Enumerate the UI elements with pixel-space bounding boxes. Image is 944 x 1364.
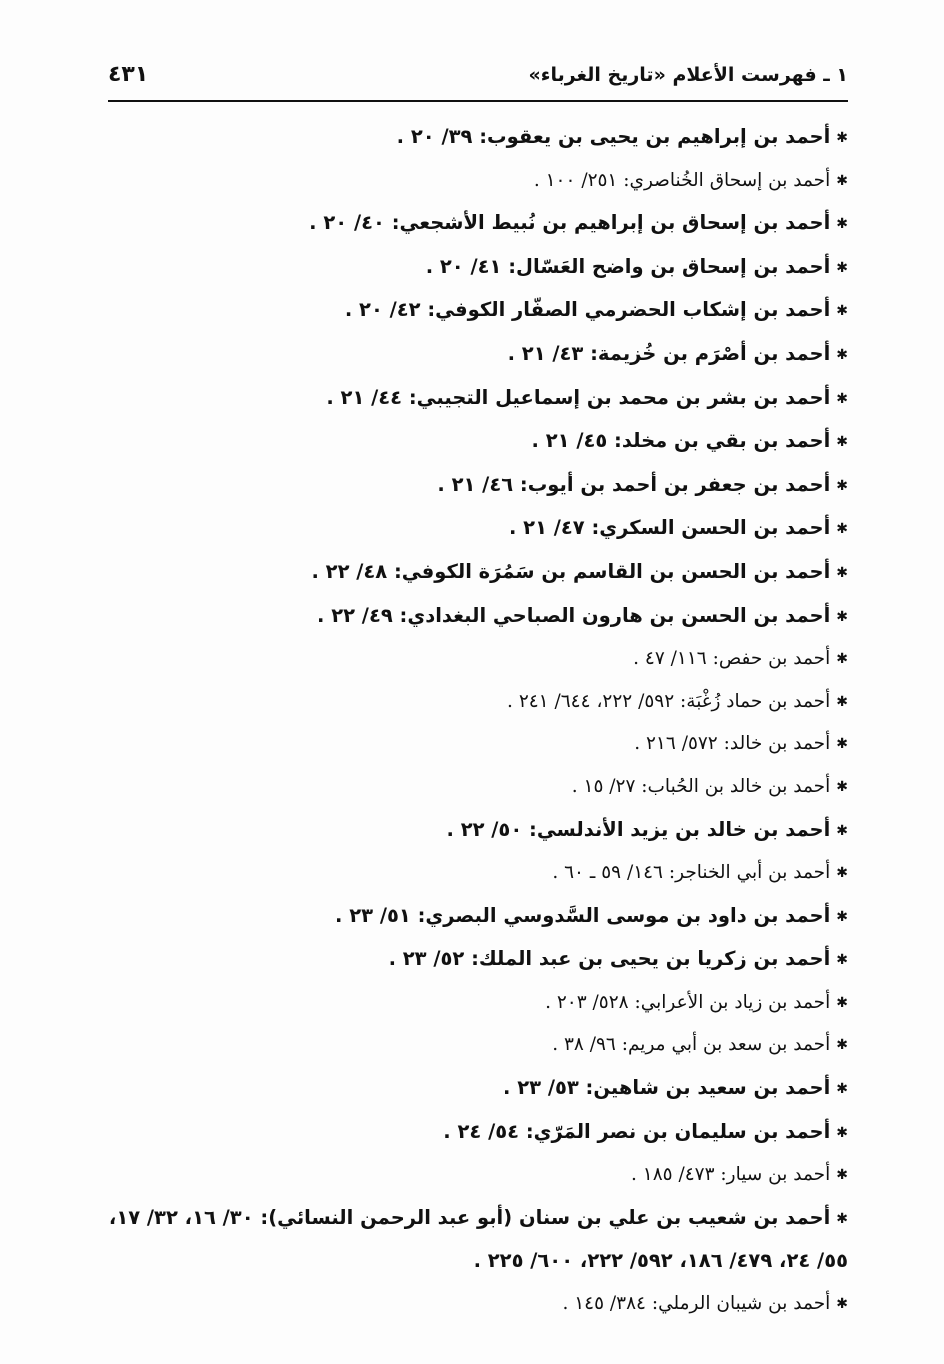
bullet-star-icon: ✱ bbox=[836, 994, 848, 1011]
index-entry-text: أحمد بن بقي بن مخلد: ٤٥/ ٢١ . bbox=[531, 429, 831, 453]
index-entry bbox=[100, 464, 848, 508]
index-entry bbox=[100, 377, 848, 421]
index-entry-text: أحمد بن إشكاب الحضرمي الصفّار الكوفي: ٤٢/ ٢٠ . bbox=[344, 298, 831, 322]
index-entry-text: أحمد بن الحسن السكري: ٤٧/ ٢١ . bbox=[508, 516, 831, 540]
index-entry bbox=[100, 681, 848, 724]
index-entry bbox=[100, 333, 848, 377]
index-entry-text: أحمد بن خالد بن يزيد الأندلسي: ٥٠/ ٢٢ . bbox=[446, 817, 831, 841]
index-entry-text: أحمد بن بشر بن محمد بن إسماعيل التجيبي: ٤٤/ ٢١ . bbox=[326, 385, 831, 409]
index-entry-text: أحمد بن أبي الخناجر: ١٤٦/ ٥٩ ـ ٦٠ . bbox=[552, 862, 831, 884]
index-entry-text: أحمد بن حماد زُغْبَة: ٥٩٢/ ٢٢٢، ٦٤٤/ ٢٤١ . bbox=[507, 690, 831, 712]
bullet-star-icon: ✱ bbox=[836, 346, 848, 363]
bullet-star-icon: ✱ bbox=[836, 952, 848, 969]
index-entry bbox=[100, 551, 848, 595]
index-entry-text: أحمد بن سعد بن أبي مريم: ٩٦/ ٣٨ . bbox=[552, 1034, 831, 1056]
bullet-star-icon: ✱ bbox=[836, 608, 848, 625]
index-entry bbox=[100, 895, 848, 939]
index-entry bbox=[100, 202, 848, 246]
index-entry bbox=[100, 1154, 848, 1197]
index-entry bbox=[100, 1024, 848, 1067]
index-entry bbox=[100, 982, 848, 1025]
index-entry bbox=[100, 1197, 848, 1283]
bullet-star-icon: ✱ bbox=[836, 564, 848, 581]
index-entry-text: أحمد بن شعيب بن علي بن سنان (أبو عبد الرحمن النسائي): ٣٠/ ١٦، ٣٢/ ١٧، ٥٥/ ٢٤، ٤٧٩/ ١٨٦، ٥٩٢/ ٢٢٢، ٦٠٠/ ٢٢٥ . bbox=[108, 1205, 848, 1273]
bullet-star-icon: ✱ bbox=[836, 1167, 848, 1184]
index-entry-text: أحمد بن سليمان بن نصر المَرّي: ٥٤/ ٢٤ . bbox=[443, 1119, 831, 1143]
index-entry bbox=[100, 809, 848, 853]
bullet-star-icon: ✱ bbox=[836, 303, 848, 320]
index-entry-text: أحمد بن خالد: ٥٧٢/ ٢١٦ . bbox=[634, 733, 831, 755]
index-entry-text: أحمد بن شيبان الرملي: ٣٨٤/ ١٤٥ . bbox=[562, 1293, 831, 1315]
index-entry bbox=[100, 723, 848, 766]
index-entry-text: أحمد بن إسحاق بن إبراهيم بن نُبيط الأشجعي: ٤٠/ ٢٠ . bbox=[309, 211, 831, 235]
bullet-star-icon: ✱ bbox=[836, 822, 848, 839]
index-entry-text: أحمد بن إسحاق الخُناصري: ٢٥١/ ١٠٠ . bbox=[533, 169, 831, 191]
index-entry bbox=[100, 507, 848, 551]
bullet-star-icon: ✱ bbox=[836, 908, 848, 925]
header-rule bbox=[108, 100, 848, 102]
page-number: ٤٣١ bbox=[108, 62, 149, 87]
bullet-star-icon: ✱ bbox=[836, 1037, 848, 1054]
index-entry-list bbox=[100, 116, 848, 1326]
index-entry-text: أحمد بن الحسن بن القاسم بن سَمُرَة الكوفي: ٤٨/ ٢٢ . bbox=[311, 559, 831, 583]
bullet-star-icon: ✱ bbox=[836, 477, 848, 494]
index-entry-text: أحمد بن سيار: ٤٧٣/ ١٨٥ . bbox=[631, 1164, 831, 1186]
bullet-star-icon: ✱ bbox=[836, 1296, 848, 1313]
bullet-star-icon: ✱ bbox=[836, 651, 848, 668]
index-entry bbox=[100, 1067, 848, 1111]
bullet-star-icon: ✱ bbox=[836, 434, 848, 451]
index-entry-text: أحمد بن زكريا بن يحيى بن عبد الملك: ٥٢/ ٢٣ . bbox=[388, 947, 831, 971]
index-entry bbox=[100, 1283, 848, 1326]
index-entry bbox=[100, 160, 848, 203]
bullet-star-icon: ✱ bbox=[836, 736, 848, 753]
index-entry-text: أحمد بن جعفر بن أحمد بن أيوب: ٤٦/ ٢١ . bbox=[437, 472, 831, 496]
index-entry-text: أحمد بن أصْرَم بن خُزيمة: ٤٣/ ٢١ . bbox=[507, 341, 831, 365]
bullet-star-icon: ✱ bbox=[836, 693, 848, 710]
bullet-star-icon: ✱ bbox=[836, 521, 848, 538]
bullet-star-icon: ✱ bbox=[836, 130, 848, 146]
index-entry-text: أحمد بن داود بن موسى السَّدوسي البصري: ٥١/ ٢٣ . bbox=[335, 903, 831, 927]
index-entry-text: أحمد بن حفص: ١١٦/ ٤٧ . bbox=[633, 648, 831, 670]
index-entry bbox=[100, 766, 848, 809]
bullet-star-icon: ✱ bbox=[836, 172, 848, 189]
bullet-star-icon: ✱ bbox=[836, 390, 848, 407]
index-entry bbox=[100, 289, 848, 333]
index-entry-text: أحمد بن سعيد بن شاهين: ٥٣/ ٢٣ . bbox=[503, 1076, 831, 1100]
running-title: ١ ـ فهرست الأعلام «تاريخ الغرباء» bbox=[528, 64, 848, 86]
page-header bbox=[108, 62, 848, 96]
index-entry-text: أحمد بن زياد بن الأعرابي: ٥٢٨/ ٢٠٣ . bbox=[545, 991, 831, 1013]
bullet-star-icon: ✱ bbox=[836, 1210, 848, 1227]
index-entry-text: أحمد بن خالد بن الحُباب: ٢٧/ ١٥ . bbox=[571, 775, 831, 797]
index-entry bbox=[100, 852, 848, 895]
index-entry bbox=[100, 246, 848, 290]
index-entry bbox=[100, 938, 848, 982]
bullet-star-icon: ✱ bbox=[836, 865, 848, 882]
index-entry bbox=[100, 420, 848, 464]
index-entry bbox=[100, 116, 848, 160]
bullet-star-icon: ✱ bbox=[836, 1124, 848, 1141]
index-entry-text: أحمد بن إبراهيم بن يحيى بن يعقوب: ٣٩/ ٢٠ . bbox=[396, 125, 831, 148]
index-entry-text: أحمد بن إسحاق بن واضح العَسّال: ٤١/ ٢٠ . bbox=[425, 254, 831, 278]
index-entry bbox=[100, 595, 848, 639]
bullet-star-icon: ✱ bbox=[836, 259, 848, 276]
index-entry bbox=[100, 1111, 848, 1155]
bullet-star-icon: ✱ bbox=[836, 1081, 848, 1098]
bullet-star-icon: ✱ bbox=[836, 778, 848, 795]
index-entry-text: أحمد بن الحسن بن هارون الصباحي البغدادي: ٤٩/ ٢٢ . bbox=[317, 603, 831, 627]
bullet-star-icon: ✱ bbox=[836, 216, 848, 233]
index-entry bbox=[100, 638, 848, 681]
